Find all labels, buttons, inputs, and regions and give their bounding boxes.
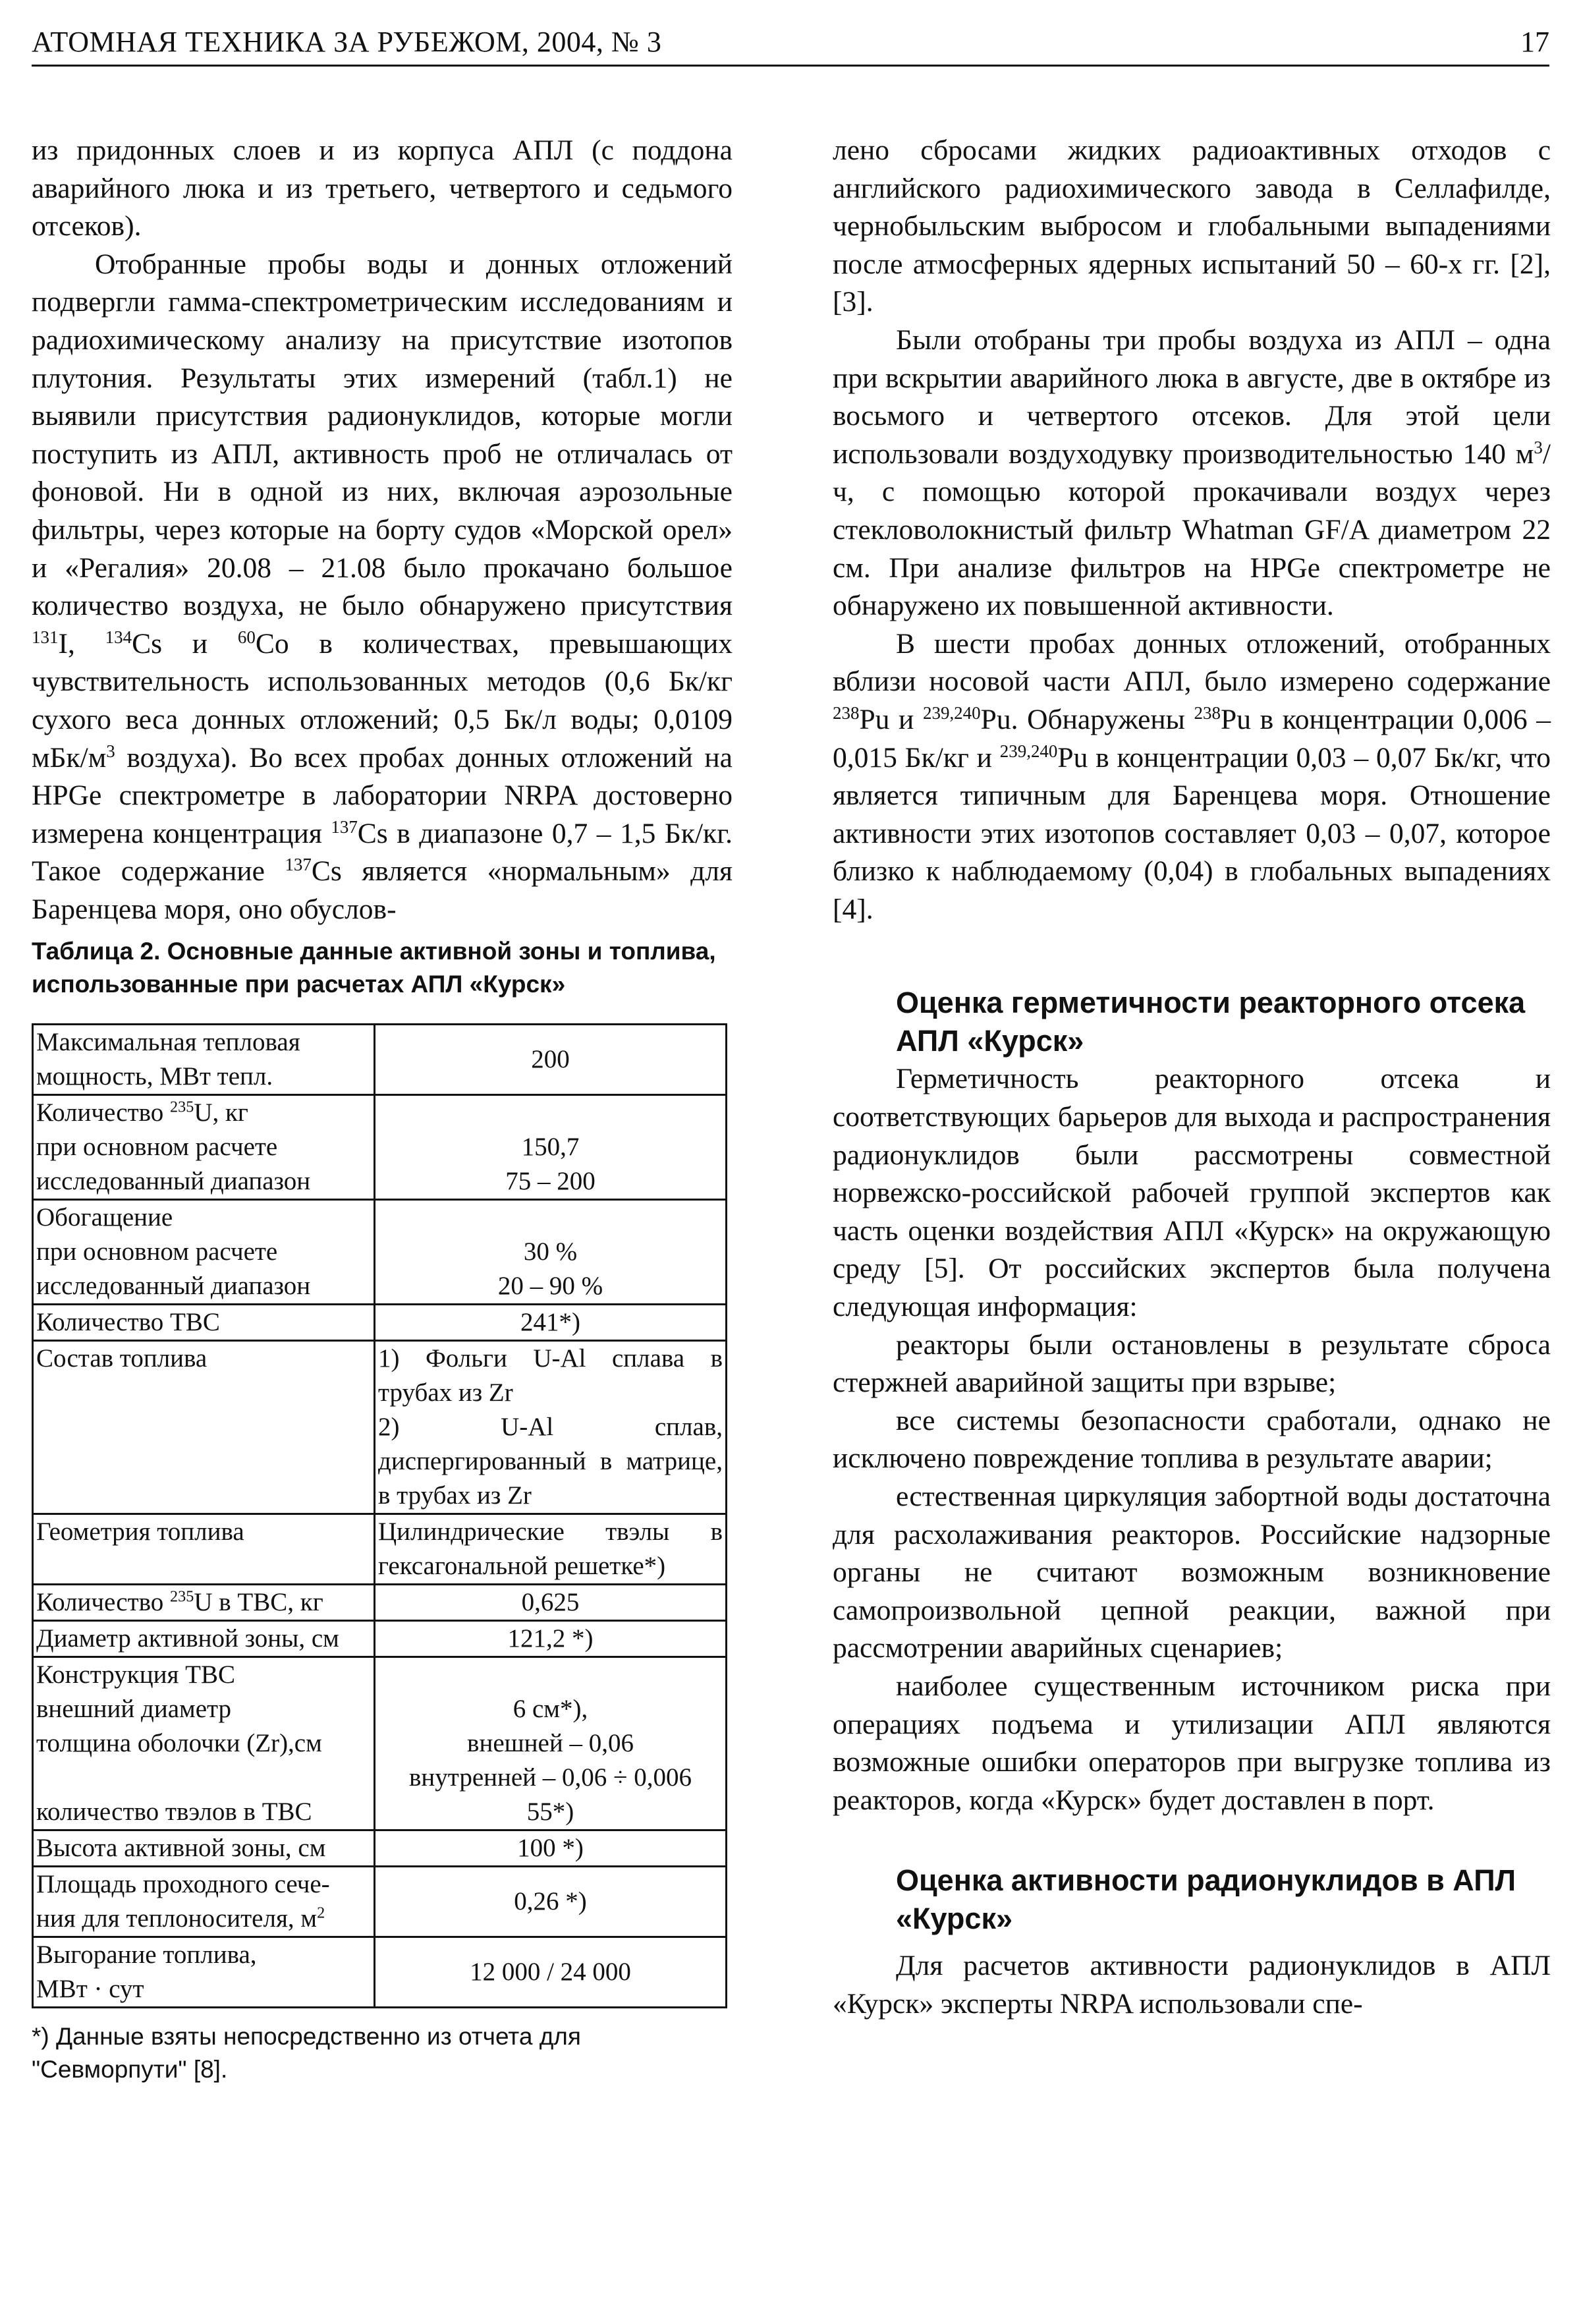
left-paragraph-2: Отобранные пробы воды и донных отложений подвергли гамма-спектрометрическим исследованиям и радиохимическому анализу на присутствие изотопов плутония. Результаты этих измерений (табл.1) не выявили присутствия радионуклидов, которые могли поступить из АПЛ, активность проб не отличалась от фоновой. Ни в одной из них, включая аэрозольные фильтры, через которые на борту судов «Морской орел» и «Регалия» 20.08 – 21.08 было прокачано большое количество воздуха, не было обнаружено присутствия $^{131}$I, $^{134}$Cs и $^{60}$Co в количествах, превышающих чувствительность использованных методов (0,6 Бк/кг сухого веса донных отложений; 0,5 Бк/л воды; 0,0109 мБк/$м^3$ воздуха). Во всех пробах донных отложений на HPGe спектрометре в лаборатории NRPA достоверно измерена концентрация $^{137}$Cs в диапазоне 0,7 – 1,5 Бк/кг. Такое содержание $^{137}$Cs является «нормальным» для Баренцева моря, оно обуслов- (32, 248, 733, 925)
left-paragraph-1: из придонных слоев и из корпуса АПЛ (с поддона аварийного люка и из третьего, четвертого и седьмого отсеков). (32, 134, 733, 242)
right-column (833, 132, 1551, 2024)
page-number: 17 (1520, 26, 1549, 58)
core-data-table (32, 1023, 727, 2008)
right-paragraph-9: Для расчетов активности радионуклидов в АПЛ «Курск» эксперты NRPA использовали спе- (833, 1950, 1551, 2020)
right-paragraph-5: реакторы были остановлены в результате сброса стержней аварийной защиты при взрыве; (833, 1328, 1551, 1399)
table-cell-label: Конструкция ТВС внешний диаметр толщина оболочки (Zr),см количество твэлов в ТВС (33, 1657, 375, 1830)
table-caption: Таблица 2. Основные данные активной зоны и топлива, использованные при расчетах АПЛ «Курск» (32, 938, 716, 998)
table-cell-value: 121,2 *) (375, 1621, 727, 1657)
table-row (33, 1025, 727, 1095)
table-cell-label: Количество ТВС (33, 1305, 375, 1341)
table-cell-value: 241*) (375, 1305, 727, 1341)
table-row (33, 1937, 727, 2008)
section-heading-activity: Оценка активности радионуклидов в АПЛ «Курск» (896, 1863, 1516, 1936)
table-cell-label: Высота активной зоны, см (33, 1830, 375, 1867)
table-cell-label: Обогащение при основном расчете исследованный диапазон (33, 1200, 375, 1305)
table-cell-label: Выгорание топлива, МВт · сут (33, 1937, 375, 2008)
table-cell-value: 0,26 *) (375, 1867, 727, 1937)
table-row (33, 1867, 727, 1937)
table-cell-label: Состав топлива (33, 1341, 375, 1514)
left-column (32, 132, 733, 2086)
table-footnote: *) Данные взяты непосредственно из отчета для "Севморпути" [8]. (32, 2023, 581, 2083)
table-cell-value: 0,625 (375, 1585, 727, 1621)
right-paragraph-4: Герметичность реакторного отсека и соответствующих барьеров для выхода и распространения радионуклидов были рассмотрены совместной норвежско-российской рабочей группой экспертов как часть оценки воздействия АПЛ «Курск» на окружающую среду [5]. От российских экспертов была получена следующая информация: (833, 1063, 1551, 1323)
table-cell-label: Максимальная тепловая мощность, МВт тепл. (33, 1025, 375, 1095)
table-cell-value: 100 *) (375, 1830, 727, 1867)
table-cell-label: Количество $^{235}$U в ТВС, кг (33, 1585, 375, 1621)
table-cell-value: Цилиндрические твэлы в гексагональной решетке*) (375, 1514, 727, 1585)
right-paragraph-1: лено сбросами жидких радиоактивных отходов с английского радиохимического завода в Селлафилде, чернобыльским выбросом и глобальными выпадениями после атмосферных ядерных испытаний 50 – 60-х гг. [2], [3]. (833, 134, 1551, 318)
table-row (33, 1095, 727, 1200)
table-row (33, 1585, 727, 1621)
table-cell-label: Количество $^{235}$U, кг при основном расчете исследованный диапазон (33, 1095, 375, 1200)
table-cell-label: Диаметр активной зоны, см (33, 1621, 375, 1657)
table-row (33, 1200, 727, 1305)
section-heading-hermeticity: Оценка герметичности реакторного отсека АПЛ «Курск» (896, 986, 1526, 1058)
table-row (33, 1621, 727, 1657)
table-row (33, 1657, 727, 1830)
table-cell-value: 6 см*), внешней – 0,06 внутренней – 0,06 ÷ 0,006 55*) (375, 1657, 727, 1830)
table-row (33, 1514, 727, 1585)
table-cell-value: 200 (375, 1025, 727, 1095)
right-paragraph-8: наиболее существенным источником риска при операциях подъема и утилизации АПЛ являются возможные ошибки операторов при выгрузке топлива из реакторов, когда «Курск» будет доставлен в порт. (833, 1670, 1551, 1816)
right-paragraph-6: все системы безопасности сработали, однако не исключено повреждение топлива в результате аварии; (833, 1404, 1551, 1475)
right-paragraph-7: естественная циркуляция забортной воды достаточна для расхолаживания реакторов. Российские надзорные органы не считают возможным возникновение самопроизвольной цепной реакции, важной при рассмотрении аварийных сценариев; (833, 1481, 1551, 1664)
table-cell-label: Геометрия топлива (33, 1514, 375, 1585)
table-row (33, 1305, 727, 1341)
right-paragraph-2: Были отобраны три пробы воздуха из АПЛ – одна при вскрытии аварийного люка в августе, две в октябре из восьмого и четвертого отсеков. Для этой цели использовали воздуходувку производительностью 140 $м^3/ч$, с помощью которой прокачивали воздух через стекловолокнистый фильтр Whatman GF/A диаметром 22 см. При анализе фильтров на HPGe спектрометре не обнаружено их повышенной активности. (833, 324, 1551, 622)
table-cell-value: 1) Фольги U-Al сплава в трубах из Zr 2) U-Al сплав, диспергированный в матрице, в трубах из Zr (375, 1341, 727, 1514)
table-row (33, 1830, 727, 1867)
table-cell-value: 150,7 75 – 200 (375, 1095, 727, 1200)
journal-title: АТОМНАЯ ТЕХНИКА ЗА РУБЕЖОМ, 2004, № 3 (32, 26, 662, 58)
table-cell-value: 30 % 20 – 90 % (375, 1200, 727, 1305)
running-header (32, 22, 1549, 67)
right-paragraph-3: В шести пробах донных отложений, отобранных вблизи носовой части АПЛ, было измерено содержание $^{238}$Pu и $^{239,240}$Pu. Обнаружены $^{238}$Pu в концентрации 0,006 – 0,015 Бк/кг и $^{239,240}$Pu в концентрации 0,03 – 0,07 Бк/кг, что является типичным для Баренцева моря. Отношение активности этих изотопов составляет 0,03 – 0,07, которое близко к наблюдаемому (0,04) в глобальных выпадениях [4]. (833, 627, 1551, 925)
table-cell-label: Площадь проходного сече- ния для теплоносителя, $м^2$ (33, 1867, 375, 1937)
table-cell-value: 12 000 / 24 000 (375, 1937, 727, 2008)
table-row (33, 1341, 727, 1514)
